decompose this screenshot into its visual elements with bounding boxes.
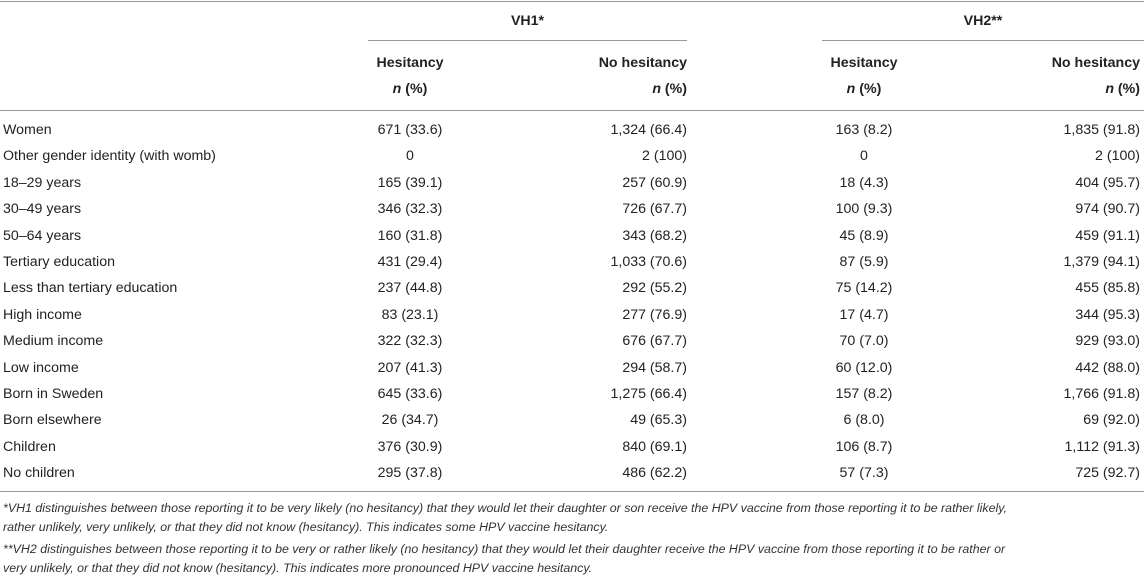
vh2-group-header: VH2** (963, 13, 1003, 29)
vh2-group-underline (822, 40, 1144, 41)
row-label: Less than tertiary education (3, 280, 178, 297)
vh1-hes-cell: 295 (37.8) (377, 465, 443, 482)
row-label: 30–49 years (3, 201, 82, 218)
vh1-no-hesitancy-unit (540, 76, 687, 102)
row-label: No children (3, 465, 75, 482)
vh2-no-hesitancy-unit (990, 76, 1140, 102)
row-label: Women (3, 122, 52, 138)
vh1-hes-cell: 376 (30.9) (377, 438, 443, 455)
vh1-hes-cell: 346 (32.3) (377, 201, 443, 218)
footnote-vh1-line2: rather unlikely, very unlikely, or that they did not know (hesitancy). This indicates some HPV vaccine hesitancy. (3, 520, 609, 534)
vh1-hes-cell: 165 (39.1) (377, 174, 443, 191)
vh2-hes-cell: 87 (5.9) (839, 254, 889, 270)
vh1-group-header: VH1* (510, 13, 545, 29)
vh2-no-cell: 442 (88.0) (1075, 359, 1140, 376)
footnote-vh2-line1: **VH2 distinguishes between those reporting it to be very or rather likely (no hesitancy) that they would let their daughter receive the HPV vaccine from those reporting it to be rather or (3, 542, 1006, 556)
vh1-no-cell: 676 (67.7) (622, 333, 687, 350)
vh2-hes-cell: 6 (8.0) (843, 412, 885, 429)
vh2-no-cell: 1,835 (91.8) (1063, 122, 1140, 138)
vh1-no-cell: 343 (68.2) (622, 227, 687, 244)
vh2-hes-cell: 75 (14.2) (835, 280, 893, 297)
row-label: 18–29 years (3, 174, 82, 191)
vh2-hesitancy-header (794, 50, 934, 102)
footnote-vh2-line2: very unlikely, or that they did not know (hesitancy). This indicates more pronounced HPV vaccine hesitancy. (3, 561, 593, 575)
vh1-hes-cell: 26 (34.7) (381, 412, 439, 429)
vh2-no-cell: 459 (91.1) (1075, 227, 1140, 244)
vh2-hes-cell: 60 (12.0) (835, 359, 893, 376)
row-label: Low income (3, 359, 79, 376)
footnote-vh1-line1: *VH1 distinguishes between those reporting it to be very likely (no hesitancy) that they would let their daughter or son receive the HPV vaccine from those reporting it to be rather likely, (3, 501, 1007, 515)
percent-label: (%) (660, 81, 687, 97)
percent-label: (%) (1113, 81, 1140, 97)
vh1-no-cell: 49 (65.3) (630, 412, 687, 429)
vh1-no-cell: 294 (58.7) (622, 359, 687, 376)
vh2-hes-cell: 163 (8.2) (835, 122, 893, 138)
top-rule (0, 1, 1144, 2)
n-letter: n (652, 81, 661, 97)
vh2-hes-cell: 157 (8.2) (835, 386, 893, 402)
vh2-no-cell: 344 (95.3) (1075, 306, 1140, 323)
vh1-no-hesitancy-label: No hesitancy (598, 55, 687, 71)
vh2-no-cell: 1,379 (94.1) (1063, 254, 1140, 270)
vh1-hes-cell: 207 (41.3) (377, 359, 443, 376)
vh1-group-underline (368, 40, 687, 41)
vh1-no-cell: 1,275 (66.4) (610, 386, 687, 402)
vh2-no-cell: 1,766 (91.8) (1063, 386, 1140, 402)
vh1-no-cell: 726 (67.7) (622, 201, 687, 218)
vh1-hes-cell: 237 (44.8) (377, 280, 443, 297)
row-label: Born elsewhere (3, 412, 102, 429)
vh1-hes-cell: 83 (23.1) (381, 306, 439, 323)
vh1-no-cell: 486 (62.2) (622, 465, 687, 482)
vh2-no-hesitancy-header (990, 50, 1140, 102)
row-label: High income (3, 306, 82, 323)
row-label: 50–64 years (3, 227, 82, 244)
row-label: Children (3, 438, 56, 455)
vh1-hes-cell: 322 (32.3) (377, 333, 443, 350)
vh1-hes-cell: 160 (31.8) (377, 227, 443, 244)
vh2-no-cell: 1,112 (91.3) (1064, 438, 1140, 455)
vh2-no-hesitancy-label: No hesitancy (1051, 55, 1140, 71)
row-label: Born in Sweden (3, 386, 104, 402)
vh2-hes-cell: 106 (8.7) (835, 438, 893, 455)
vh2-no-cell: 69 (92.0) (1083, 412, 1140, 429)
header-bottom-rule (0, 110, 1144, 111)
vh1-hes-cell: 0 (406, 148, 414, 165)
n-letter: n (846, 81, 856, 97)
vh1-no-cell: 1,324 (66.4) (610, 122, 687, 138)
vh2-no-cell: 2 (100) (1095, 148, 1140, 165)
vh2-hes-cell: 18 (4.3) (839, 174, 889, 191)
vh1-no-cell: 840 (69.1) (622, 438, 687, 455)
vh1-hes-cell: 431 (29.4) (377, 254, 443, 270)
n-letter: n (1105, 81, 1114, 97)
vh2-no-cell: 404 (95.7) (1075, 174, 1140, 191)
vh2-no-cell: 455 (85.8) (1075, 280, 1140, 297)
vh2-hes-cell: 45 (8.9) (839, 227, 889, 244)
percent-label: (%) (855, 81, 882, 97)
vh1-no-cell: 1,033 (70.6) (610, 254, 687, 270)
vh1-no-cell: 257 (60.9) (622, 174, 687, 191)
body-bottom-rule (0, 491, 1144, 492)
vh1-no-cell: 277 (76.9) (622, 306, 687, 323)
vh1-hesitancy-header (340, 50, 480, 102)
vh2-hes-cell: 100 (9.3) (835, 201, 893, 218)
vh2-no-cell: 929 (93.0) (1075, 333, 1140, 350)
vh1-hesitancy-label: Hesitancy (376, 55, 444, 71)
row-label: Other gender identity (with womb) (3, 148, 216, 165)
vh2-no-cell: 974 (90.7) (1075, 201, 1140, 218)
vh1-hes-cell: 671 (33.6) (377, 122, 443, 138)
vh1-hes-cell: 645 (33.6) (377, 386, 443, 402)
vh2-hes-cell: 57 (7.3) (839, 465, 889, 482)
vh2-no-cell: 725 (92.7) (1075, 465, 1140, 482)
vh1-no-hesitancy-header (540, 50, 687, 102)
vh2-hesitancy-unit (794, 76, 934, 102)
vh1-hesitancy-unit (340, 76, 480, 102)
n-letter: n (392, 81, 402, 97)
vh1-no-cell: 2 (100) (642, 148, 687, 165)
vh1-no-cell: 292 (55.2) (622, 280, 687, 297)
row-label: Tertiary education (3, 254, 115, 270)
vh2-hes-cell: 17 (4.7) (839, 306, 889, 323)
row-label: Medium income (3, 333, 104, 350)
vh2-hesitancy-label: Hesitancy (830, 55, 898, 71)
vh2-hes-cell: 70 (7.0) (839, 333, 889, 350)
vh2-hes-cell: 0 (860, 148, 868, 165)
percent-label: (%) (401, 81, 428, 97)
